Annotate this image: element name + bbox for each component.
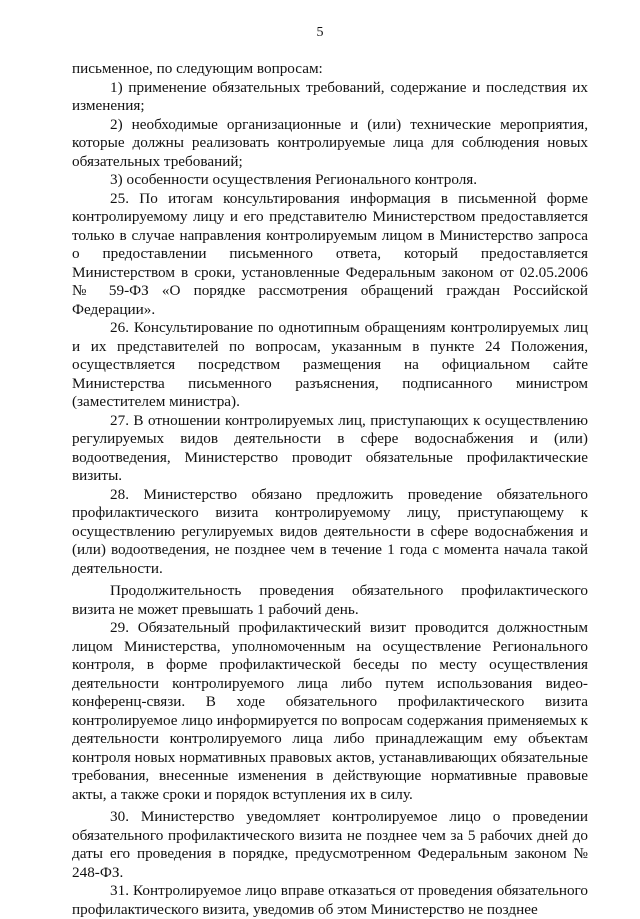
paragraph-duration: Продолжительность проведения обязательного профилактического визита не может превышать 1 рабочий день. <box>72 582 588 618</box>
paragraph-item-1: 1) применение обязательных требований, содержание и последствия их изменения; <box>72 78 588 114</box>
page-number: 5 <box>316 25 324 40</box>
document-body <box>72 60 588 919</box>
paragraph-28: 28. Министерство обязано предложить проведение обязательного профилактического визита контролируемому лицу, приступающему к осуществлению регулируемых видов деятельности в сфере водоснабжения и (или) водоотведения, не позднее чем в течение 1 года с момента начала такой деятельности. <box>72 485 588 577</box>
paragraph-item-3: 3) особенности осуществления Регионального контроля. <box>110 171 478 188</box>
paragraph-25: 25. По итогам консультирования информация в письменной форме контролируемому лицу и его представителю Министерством предоставляется только в случае направления контролируемым лицом в Министерство запроса о предоставлении письменного ответа, который предоставляется Министерством в сроки, установленные Федеральным законом от 02.05.2006 № 59-ФЗ «О порядке рассмотрения обращений граждан Российской Федерации». <box>72 189 588 318</box>
paragraph-29: 29. Обязательный профилактический визит проводится должностным лицом Министерства, уполномоченным на осуществление Регионального контроля, в форме профилактической беседы по месту осуществления деятельности контролируемого лица либо путем использования видео-конференц-связи. В ходе обязательного профилактического визита контролируемое лицо информируется по вопросам содержания применяемых к деятельности контролируемого лица либо принадлежащим ему объектам контроля новых нормативных правовых актов, устанавливающих обязательные требования, внесенные изменения в действующие нормативные правовые акты, а также сроки и порядок вступления их в силу. <box>72 619 588 803</box>
paragraph-31: 31. Контролируемое лицо вправе отказаться от проведения обязательного профилактического визита, уведомив об этом Министерство не позднее <box>72 882 588 918</box>
paragraph-item-2: 2) необходимые организационные и (или) технические мероприятия, которые должны реализовать контролируемые лица для соблюдения новых обязательных требований; <box>72 115 588 170</box>
paragraph-26: 26. Консультирование по однотипным обращениям контролируемых лиц и их представителей по вопросам, указанным в пункте 24 Положения, осуществляется посредством размещения на официальном сайте Министерства письменного разъяснения, подписанного министром (заместителем министра). <box>72 319 588 410</box>
paragraph-27: 27. В отношении контролируемых лиц, приступающих к осуществлению регулируемых видов деятельности в сфере водоснабжения и (или) водоотведения, Министерство проводит обязательные профилактические визиты. <box>72 411 588 484</box>
paragraph-30: 30. Министерство уведомляет контролируемое лицо о проведении обязательного профилактического визита не позднее чем за 5 рабочих дней до даты его проведения в порядке, предусмотренном Федеральным законом № 248-ФЗ. <box>72 808 588 881</box>
paragraph-intro: письменное, по следующим вопросам: <box>72 60 323 77</box>
